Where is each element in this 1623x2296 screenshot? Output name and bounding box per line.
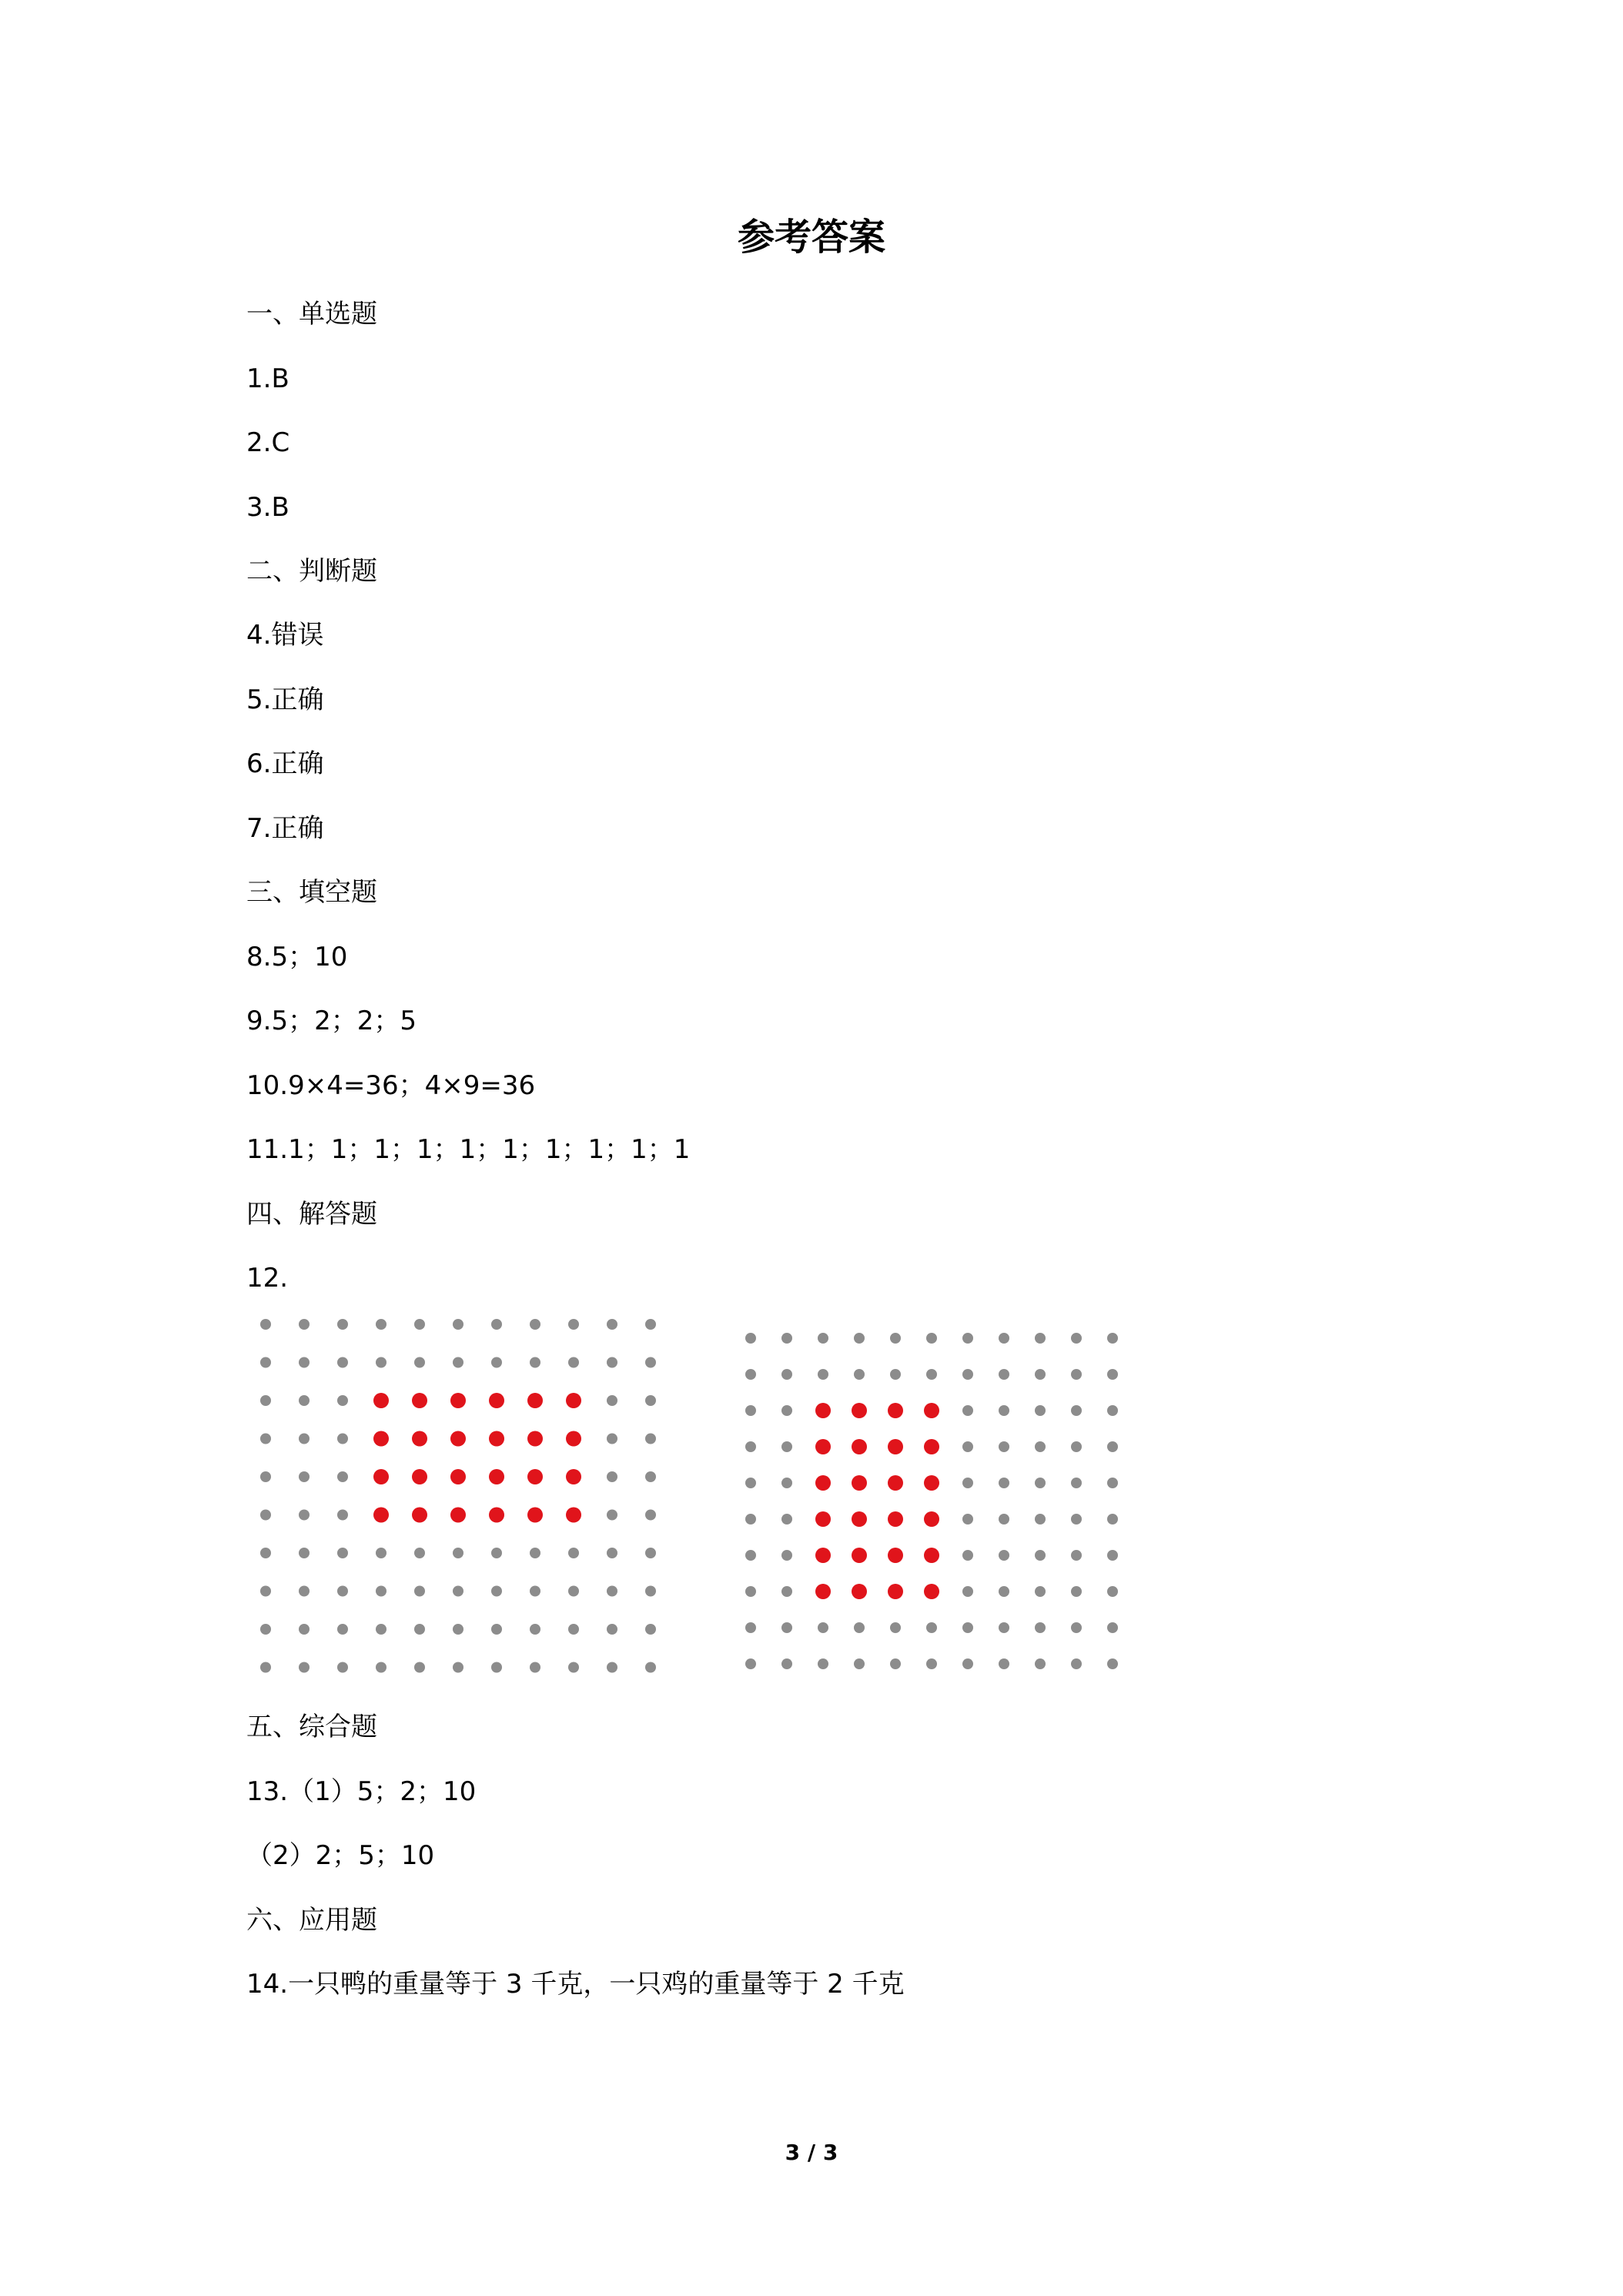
answer-item: 6.正确 [246,748,324,779]
grid-dot [568,1662,579,1673]
grid-dot [999,1333,1009,1344]
highlighted-dot [450,1431,466,1447]
grid-dot [414,1357,425,1368]
grid-dot [1035,1550,1046,1561]
highlighted-dot [924,1475,939,1491]
grid-dot [999,1441,1009,1452]
grid-dot [645,1434,656,1444]
highlighted-dot [815,1584,831,1599]
highlighted-dot [924,1511,939,1527]
grid-dot [1107,1333,1118,1344]
grid-dot [260,1319,271,1330]
highlighted-dot [852,1439,867,1454]
grid-dot [1107,1478,1118,1488]
grid-dot [299,1624,310,1635]
grid-dot [745,1550,756,1561]
grid-dot [260,1586,271,1597]
grid-dot [568,1624,579,1635]
highlighted-dot [566,1431,581,1447]
page-title: 参考答案 [737,216,885,259]
highlighted-dot [924,1439,939,1454]
dot-grid-right [739,1327,1124,1682]
grid-dot [260,1548,271,1558]
grid-dot [337,1586,348,1597]
highlighted-dot [489,1469,504,1484]
grid-dot [1107,1514,1118,1525]
grid-dot [414,1548,425,1558]
grid-dot [376,1624,387,1635]
grid-dot [299,1395,310,1406]
highlighted-dot [412,1469,427,1484]
highlighted-dot [566,1393,581,1408]
grid-dot [607,1319,617,1330]
grid-dot [645,1319,656,1330]
highlighted-dot [924,1548,939,1563]
grid-dot [376,1319,387,1330]
grid-dot [414,1662,425,1673]
answer-item: （2）2；5；10 [246,1840,435,1871]
grid-dot [999,1369,1009,1380]
grid-dot [1107,1658,1118,1669]
section-heading: 三、填空题 [246,877,377,908]
grid-dot [890,1658,901,1669]
grid-dot [962,1658,973,1669]
grid-dot [745,1622,756,1633]
grid-dot [299,1662,310,1673]
grid-dot [453,1586,463,1597]
highlighted-dot [888,1548,903,1563]
grid-dot [962,1622,973,1633]
grid-dot [962,1405,973,1416]
grid-dot [999,1514,1009,1525]
highlighted-dot [815,1548,831,1563]
grid-dot [999,1622,1009,1633]
grid-dot [962,1441,973,1452]
highlighted-dot [888,1403,903,1418]
grid-dot [453,1548,463,1558]
grid-dot [568,1548,579,1558]
section-heading: 六、应用题 [246,1905,377,1936]
answer-item: 4.错误 [246,620,324,651]
highlighted-dot [412,1393,427,1408]
grid-dot [453,1662,463,1673]
grid-dot [1071,1622,1082,1633]
grid-dot [607,1662,617,1673]
grid-dot [376,1586,387,1597]
grid-dot [453,1357,463,1368]
grid-dot [260,1510,271,1521]
grid-dot [818,1369,828,1380]
highlighted-dot [852,1403,867,1418]
grid-dot [1071,1333,1082,1344]
grid-dot [745,1405,756,1416]
highlighted-dot [450,1508,466,1523]
grid-dot [1071,1658,1082,1669]
grid-dot [818,1333,828,1344]
highlighted-dot [489,1393,504,1408]
grid-dot [781,1550,792,1561]
highlighted-dot [412,1431,427,1447]
answer-item: 12. [246,1263,289,1294]
grid-dot [962,1514,973,1525]
grid-dot [337,1624,348,1635]
section-heading: 一、单选题 [246,299,377,330]
grid-dot [781,1405,792,1416]
highlighted-dot [489,1508,504,1523]
grid-dot [1035,1586,1046,1597]
grid-dot [491,1586,502,1597]
grid-dot [299,1586,310,1597]
grid-dot [607,1510,617,1521]
grid-dot [645,1510,656,1521]
highlighted-dot [373,1508,389,1523]
grid-dot [376,1548,387,1558]
grid-dot [491,1357,502,1368]
grid-dot [890,1369,901,1380]
grid-dot [645,1662,656,1673]
highlighted-dot [527,1431,543,1447]
grid-dot [1107,1550,1118,1561]
grid-dot [781,1333,792,1344]
grid-dot [260,1357,271,1368]
grid-dot [530,1357,540,1368]
grid-dot [607,1624,617,1635]
answer-item: 11.1；1；1；1；1；1；1；1；1；1 [246,1134,691,1165]
highlighted-dot [527,1393,543,1408]
answer-item: 9.5；2；2；5 [246,1006,417,1036]
grid-dot [745,1441,756,1452]
highlighted-dot [888,1511,903,1527]
grid-dot [962,1369,973,1380]
grid-dot [299,1357,310,1368]
grid-dot [926,1369,937,1380]
answer-item: 8.5；10 [246,942,348,972]
highlighted-dot [566,1469,581,1484]
grid-dot [607,1586,617,1597]
highlighted-dot [852,1548,867,1563]
grid-dot [260,1434,271,1444]
grid-dot [376,1662,387,1673]
grid-dot [1071,1514,1082,1525]
grid-dot [645,1624,656,1635]
grid-dot [781,1514,792,1525]
grid-dot [890,1622,901,1633]
highlighted-dot [852,1511,867,1527]
grid-dot [854,1369,865,1380]
grid-dot [607,1434,617,1444]
grid-dot [337,1510,348,1521]
grid-dot [1107,1586,1118,1597]
section-heading: 二、判断题 [246,556,377,587]
grid-dot [299,1548,310,1558]
highlighted-dot [924,1584,939,1599]
highlighted-dot [412,1508,427,1523]
grid-dot [1071,1405,1082,1416]
grid-dot [890,1333,901,1344]
highlighted-dot [852,1475,867,1491]
grid-dot [414,1586,425,1597]
grid-dot [299,1319,310,1330]
grid-dot [337,1662,348,1673]
grid-dot [414,1319,425,1330]
grid-dot [999,1586,1009,1597]
grid-dot [854,1658,865,1669]
grid-dot [1035,1478,1046,1488]
grid-dot [1071,1369,1082,1380]
grid-dot [530,1548,540,1558]
answer-item: 3.B [246,492,289,523]
grid-dot [999,1478,1009,1488]
highlighted-dot [450,1393,466,1408]
grid-dot [926,1622,937,1633]
grid-dot [962,1550,973,1561]
grid-dot [745,1514,756,1525]
grid-dot [854,1622,865,1633]
grid-dot [530,1624,540,1635]
highlighted-dot [566,1508,581,1523]
highlighted-dot [924,1403,939,1418]
answer-item: 10.9×4=36；4×9=36 [246,1070,536,1101]
grid-dot [453,1624,463,1635]
grid-dot [781,1658,792,1669]
grid-dot [1107,1405,1118,1416]
grid-dot [530,1662,540,1673]
grid-dot [1035,1441,1046,1452]
grid-dot [1035,1514,1046,1525]
highlighted-dot [373,1469,389,1484]
grid-dot [530,1586,540,1597]
grid-dot [1107,1441,1118,1452]
answer-item: 7.正确 [246,813,324,844]
grid-dot [1035,1369,1046,1380]
answer-item: 2.C [246,427,290,458]
grid-dot [962,1478,973,1488]
answer-item: 13.（1）5；2；10 [246,1776,477,1807]
grid-dot [999,1550,1009,1561]
grid-dot [1035,1658,1046,1669]
highlighted-dot [815,1511,831,1527]
highlighted-dot [373,1393,389,1408]
highlighted-dot [888,1475,903,1491]
highlighted-dot [373,1431,389,1447]
answer-item: 14.一只鸭的重量等于 3 千克，一只鸡的重量等于 2 千克 [246,1969,905,2000]
grid-dot [337,1319,348,1330]
grid-dot [745,1658,756,1669]
grid-dot [1107,1369,1118,1380]
grid-dot [781,1369,792,1380]
grid-dot [745,1478,756,1488]
grid-dot [607,1395,617,1406]
highlighted-dot [527,1508,543,1523]
grid-dot [376,1357,387,1368]
grid-dot [260,1395,271,1406]
grid-dot [337,1548,348,1558]
grid-dot [491,1319,502,1330]
grid-dot [962,1333,973,1344]
grid-dot [568,1319,579,1330]
grid-dot [337,1395,348,1406]
grid-dot [781,1622,792,1633]
highlighted-dot [450,1469,466,1484]
grid-dot [337,1434,348,1444]
highlighted-dot [815,1403,831,1418]
grid-dot [645,1471,656,1482]
grid-dot [491,1548,502,1558]
grid-dot [1107,1622,1118,1633]
grid-dot [530,1319,540,1330]
grid-dot [745,1369,756,1380]
grid-dot [491,1624,502,1635]
grid-dot [645,1586,656,1597]
grid-dot [1035,1405,1046,1416]
grid-dot [781,1586,792,1597]
grid-dot [854,1333,865,1344]
grid-dot [1071,1550,1082,1561]
highlighted-dot [527,1469,543,1484]
highlighted-dot [888,1584,903,1599]
grid-dot [926,1333,937,1344]
grid-dot [1071,1441,1082,1452]
grid-dot [781,1441,792,1452]
page-number: 3 / 3 [785,2140,838,2165]
grid-dot [999,1405,1009,1416]
grid-dot [999,1658,1009,1669]
grid-dot [414,1624,425,1635]
grid-dot [645,1548,656,1558]
dot-grid-left [246,1309,662,1678]
highlighted-dot [815,1439,831,1454]
highlighted-dot [815,1475,831,1491]
grid-dot [645,1357,656,1368]
grid-dot [568,1586,579,1597]
section-heading: 五、综合题 [246,1712,377,1742]
answer-item: 5.正确 [246,684,324,715]
grid-dot [568,1357,579,1368]
grid-dot [1071,1478,1082,1488]
grid-dot [962,1586,973,1597]
grid-dot [337,1471,348,1482]
grid-dot [607,1471,617,1482]
grid-dot [781,1478,792,1488]
grid-dot [453,1319,463,1330]
grid-dot [491,1662,502,1673]
grid-dot [745,1333,756,1344]
grid-dot [818,1658,828,1669]
grid-dot [299,1510,310,1521]
grid-dot [818,1622,828,1633]
grid-dot [1035,1622,1046,1633]
grid-dot [299,1434,310,1444]
section-heading: 四、解答题 [246,1199,377,1230]
highlighted-dot [888,1439,903,1454]
grid-dot [337,1357,348,1368]
grid-dot [607,1548,617,1558]
grid-dot [299,1471,310,1482]
highlighted-dot [489,1431,504,1447]
grid-dot [260,1662,271,1673]
grid-dot [745,1586,756,1597]
grid-dot [607,1357,617,1368]
grid-dot [1071,1586,1082,1597]
grid-dot [260,1624,271,1635]
grid-dot [926,1658,937,1669]
grid-dot [260,1471,271,1482]
answer-item: 1.B [246,363,289,394]
grid-dot [645,1395,656,1406]
highlighted-dot [852,1584,867,1599]
grid-dot [1035,1333,1046,1344]
